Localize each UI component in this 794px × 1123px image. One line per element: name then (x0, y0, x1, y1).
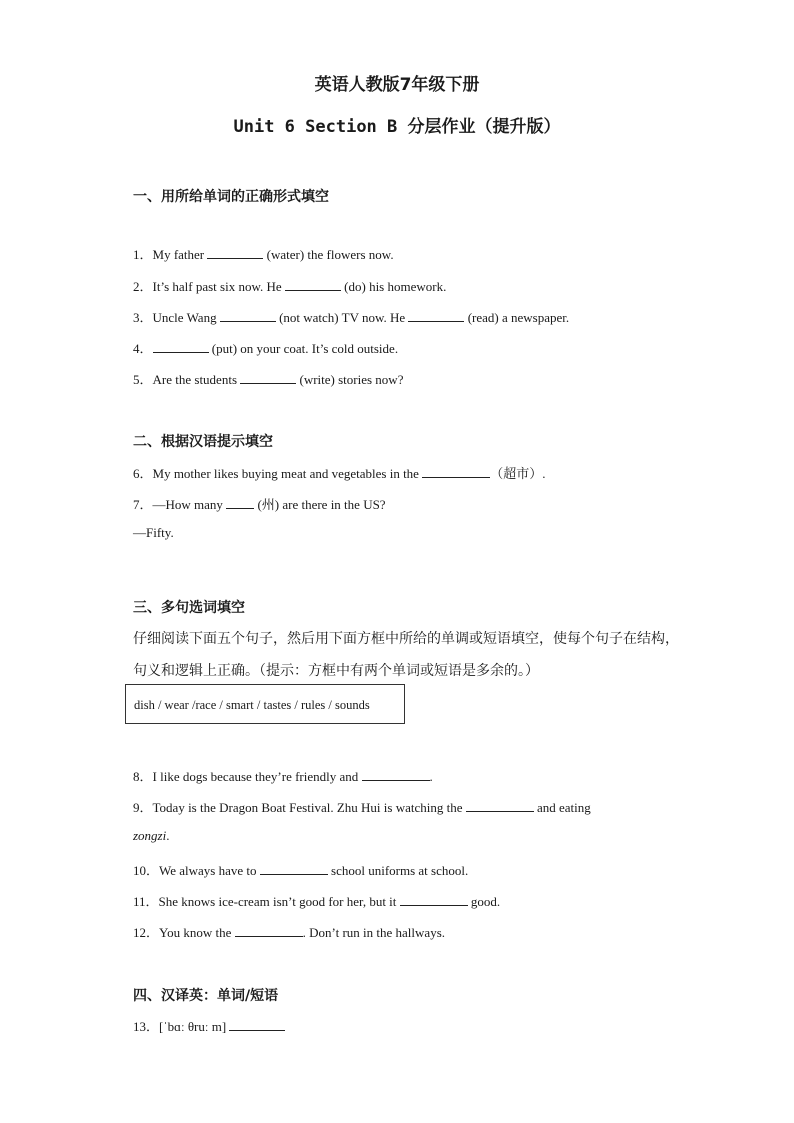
answer-blank[interactable] (235, 924, 303, 937)
answer-blank[interactable] (260, 862, 328, 875)
question-12: 12．You know the . Don’t run in the hallways. (133, 925, 446, 940)
answer-blank[interactable] (362, 768, 430, 781)
answer-blank[interactable] (220, 309, 276, 322)
answer-blank[interactable] (422, 465, 490, 478)
section-3-instruction-cont: 句义和逻辑上正确。（提示：方框中有两个单词或短语是多余的。） (133, 663, 539, 679)
question-number: 8． (133, 769, 153, 784)
question-number: 4． (133, 341, 153, 356)
question-3: 3．Uncle Wang (not watch) TV now. He (read) a newspaper. (133, 310, 570, 325)
question-number: 7． (133, 497, 153, 512)
question-7: 7．—How many (州) are there in the US? (133, 497, 386, 512)
answer-blank[interactable] (240, 371, 296, 384)
question-number: 13． (133, 1019, 160, 1034)
question-number: 2． (133, 279, 153, 294)
answer-blank[interactable] (226, 496, 254, 509)
question-6: 6．My mother likes buying meat and vegetables in the （超市）. (133, 466, 546, 481)
question-5: 5．Are the students (write) stories now? (133, 372, 404, 387)
question-number: 3． (133, 310, 153, 325)
answer-blank[interactable] (285, 278, 341, 291)
italic-word: zongzi (133, 828, 167, 843)
answer-blank[interactable] (153, 340, 209, 353)
section-3-heading: 三、多句选词填空 (133, 600, 245, 616)
question-4: 4． (put) on your coat. It’s cold outside. (133, 341, 399, 356)
question-number: 6． (133, 466, 153, 481)
word-box: dish / wear /race / smart / tastes / rules / sounds (125, 684, 405, 724)
section-1-heading: 一、用所给单词的正确形式填空 (133, 189, 329, 205)
question-number: 11． (133, 894, 159, 909)
answer-blank[interactable] (229, 1018, 285, 1031)
question-2: 2．It’s half past six now. He (do) his homework. (133, 279, 447, 294)
question-1: 1．My father (water) the flowers now. (133, 247, 394, 262)
question-number: 5． (133, 372, 153, 387)
question-10: 10．We always have to school uniforms at school. (133, 863, 469, 878)
document-title: 英语人教版7年级下册 (314, 75, 480, 95)
question-11: 11．She knows ice-cream isn’t good for her, but it good. (133, 894, 501, 909)
answer-blank[interactable] (400, 893, 468, 906)
question-number: 10． (133, 863, 160, 878)
question-13: 13．[ˈbɑː θruː m] (133, 1016, 285, 1035)
question-8: 8．I like dogs because they’re friendly and . (133, 769, 433, 784)
question-number: 12． (133, 925, 160, 940)
question-9-cont: zongzi. (133, 828, 170, 843)
question-number: 9． (133, 800, 153, 815)
question-number: 1． (133, 247, 153, 262)
answer-blank[interactable] (408, 309, 464, 322)
section-2-heading: 二、根据汉语提示填空 (133, 434, 273, 450)
question-9: 9．Today is the Dragon Boat Festival. Zhu Hui is watching the and eating (133, 800, 591, 815)
section-3-instruction: 仔细阅读下面五个句子，然后用下面方框中所给的单调或短语填空，使每个句子在结构， (133, 631, 679, 647)
answer-blank[interactable] (466, 799, 534, 812)
document-subtitle: Unit 6 Section B 分层作业（提升版） (233, 117, 561, 137)
question-7-answer: —Fifty. (133, 525, 174, 540)
section-4-heading: 四、汉译英：单词/短语 (133, 988, 279, 1004)
answer-blank[interactable] (207, 246, 263, 259)
